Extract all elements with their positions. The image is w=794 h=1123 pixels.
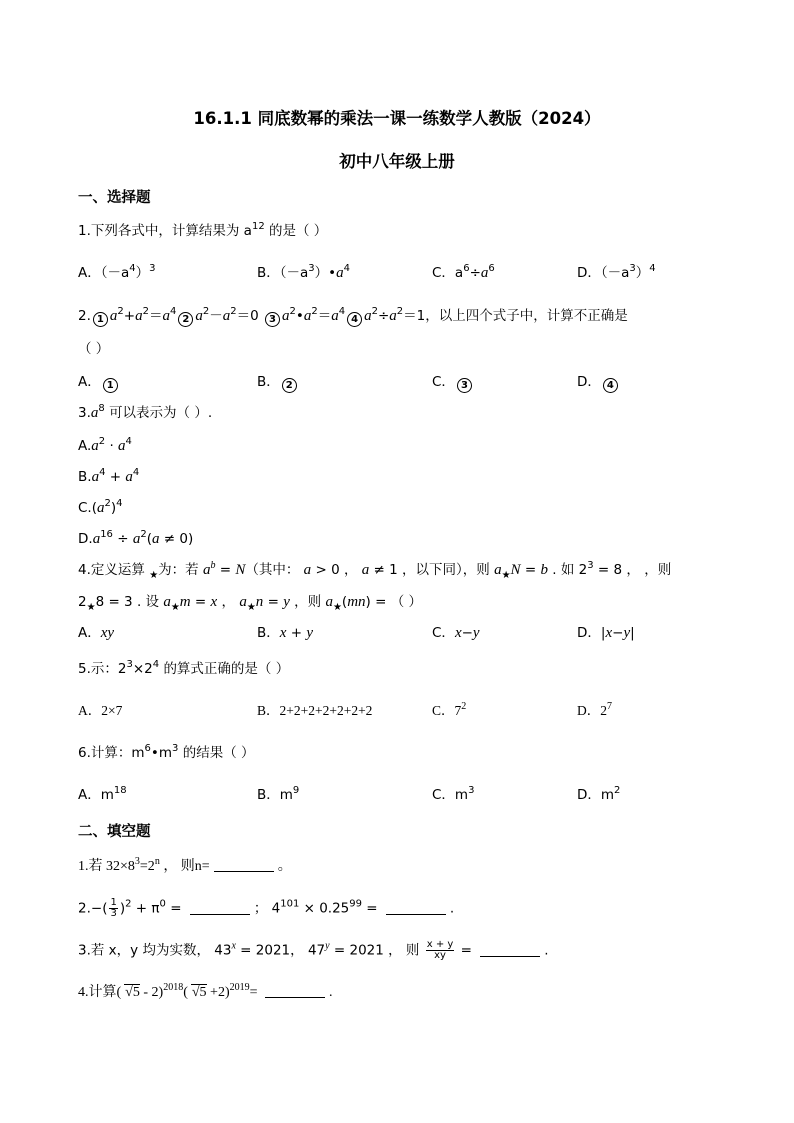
question-4-option-b[interactable]: B．x + y [257, 625, 314, 641]
question-4-line-2: $2_★8 = 3$ . 设 $a_★m = x$ ， $a_★n = y$ ，则 $a_★(mn)$ = （ ） [78, 594, 423, 613]
answer-blank[interactable] [386, 902, 446, 915]
question-3-option-b[interactable]: $B.a^4 + a^4$ [78, 467, 140, 485]
question-6-option-b[interactable]: B．$m^9$ [257, 785, 300, 803]
page-title: 16.1.1 同底数幂的乘法一课一练数学人教版（2024） [193, 109, 601, 128]
question-4-option-a[interactable]: A．xy [78, 625, 115, 641]
question-5-option-d[interactable]: D．$2^7$ [577, 701, 612, 718]
question-1-option-b[interactable]: B．$(-a^3)•a^4$ [257, 263, 351, 281]
question-2-option-c[interactable]: C． 3 [432, 372, 474, 393]
fill-question-2: 2.−( $\frac{1}{3}$ )$^2 + \pi^0$ = ； $4^{101} \times 0.25^{99}$ = . [78, 897, 455, 919]
question-5-option-a[interactable]: A．2×7 [78, 703, 123, 718]
question-4-line-1: 4.定义运算 $_★$为：若 $a^b = N$（其中： a > 0 ， a ≠ 1 ，以下同），则 $a_★N = b$ . 如 $2^3 = 8$ ， ，则 [78, 560, 672, 581]
answer-blank[interactable] [190, 902, 250, 915]
question-6-option-c[interactable]: C．$m^3$ [432, 785, 475, 803]
question-3-option-a[interactable]: $A.a^2 \cdot a^4$ [78, 436, 132, 454]
question-3-option-d[interactable]: $D.a^{16} \div a^2(a \ne 0)$ [78, 529, 194, 547]
question-4-option-d[interactable]: D．|x−y| [577, 625, 635, 641]
question-2-option-a[interactable]: A． 1 [78, 372, 120, 393]
question-5-option-b[interactable]: B．2+2+2+2+2+2+2 [257, 703, 373, 718]
answer-blank[interactable] [480, 944, 540, 957]
question-2-paren: （ ） [78, 341, 110, 357]
section-heading-choice: 一、选择题 [78, 190, 151, 206]
question-1-option-d[interactable]: D．$(-a^3)^4$ [577, 263, 656, 281]
question-6-stem: 6.计算：$m^6•m^3$ 的结果（ ） [78, 743, 255, 761]
answer-blank[interactable] [265, 985, 325, 998]
question-2-stem: 2. 1 $a^2+a^2=a^42$ $a^2-a^2=0$ 3 $a^2•a^2=a^44$ $a^2\div a^2=1$，以上四个式子中，计算不正确是 [78, 306, 628, 325]
question-3-stem: $3.a^8$ 可以表示为（ ）. [78, 403, 213, 421]
page-subtitle: 初中八年级上册 [339, 152, 455, 171]
question-1-option-c[interactable]: C．$a^6\div a^6$ [432, 263, 495, 281]
question-5-option-c[interactable]: C．$7^2$ [432, 701, 467, 718]
question-5-stem: 5.示：$2^3\times 2^4$ 的算式正确的是（ ） [78, 659, 290, 677]
question-6-option-a[interactable]: A．$m^{18}$ [78, 785, 127, 803]
question-2-option-d[interactable]: D． 4 [577, 372, 620, 393]
question-3-option-c[interactable]: $C.(a^2)^4$ [78, 498, 123, 516]
fill-question-1: 1.若 $32\times 8^3=2^n$ ， 则n= 。 [78, 856, 292, 874]
section-heading-fill-in: 二、填空题 [78, 824, 151, 840]
question-1-option-a[interactable]: A．$(-a^4)^3$ [78, 263, 156, 281]
answer-blank[interactable] [214, 859, 274, 872]
question-1-stem: 1.下列各式中，计算结果为 $a^{12}$ 的是（ ） [78, 221, 328, 239]
question-2-option-b[interactable]: B． 2 [257, 372, 299, 393]
question-6-option-d[interactable]: D．$m^2$ [577, 785, 621, 803]
question-4-option-c[interactable]: C．x−y [432, 625, 480, 641]
fill-question-3: 3.若 x，y 均为实数， $43^x = 2021$， $47^y = 2021$ ， 则 $\frac{x + y}{xy}$ = . [78, 939, 549, 961]
fill-question-4: 4.计算( √5 - 2)$^{2018}$( √5 +2)$^{2019}$= . [78, 982, 333, 1000]
